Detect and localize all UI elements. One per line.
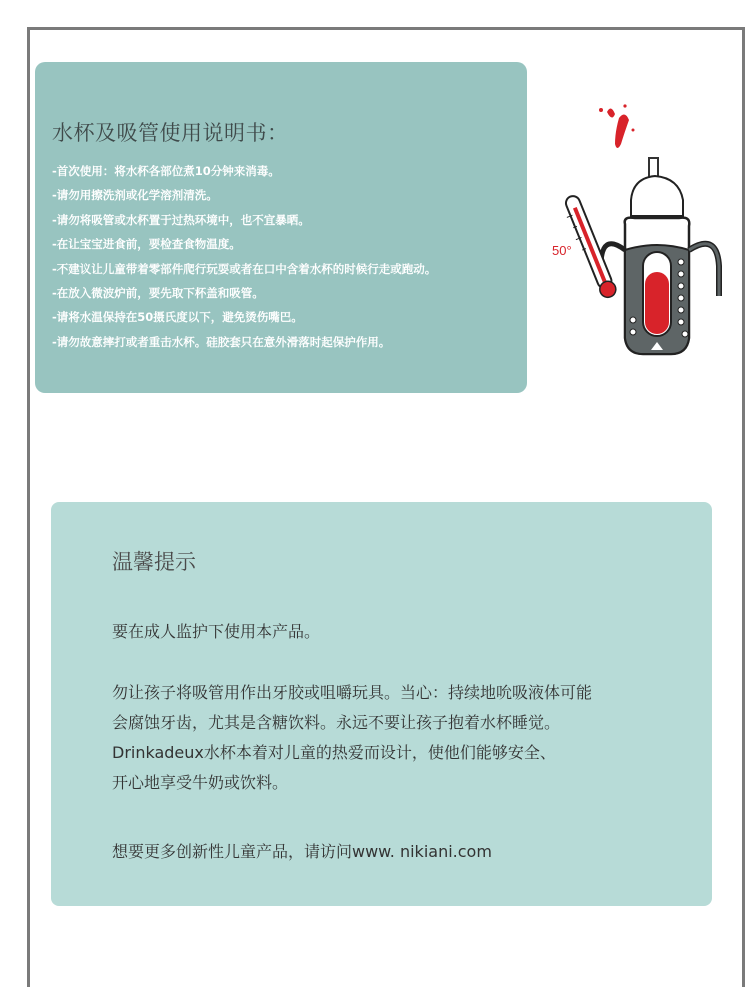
warning-line: 开心地享受牛奶或饮料。 [112, 773, 289, 792]
usage-item: -请勿故意摔打或者重击水杯。硅胶套只在意外滑落时起保护作用。 [52, 334, 391, 349]
website-note: 想要更多创新性儿童产品，请访问www. nikiani.com [112, 842, 492, 861]
usage-item: -请将水温保持在50摄氏度以下，避免烫伤嘴巴。 [52, 310, 303, 325]
warning-line: 会腐蚀牙齿，尤其是含糖饮料。永远不要让孩子抱着水杯睡觉。 [112, 713, 561, 732]
warning-line: Drinkadeux水杯本着对儿童的热爱而设计，使他们能够安全、 [112, 743, 556, 762]
usage-item: -在放入微波炉前，要先取下杯盖和吸管。 [52, 286, 264, 301]
bottle-with-thermometer-icon [545, 100, 735, 370]
usage-list [52, 159, 436, 354]
usage-item: -请勿用擦洗剂或化学溶剂清洗。 [52, 188, 218, 203]
usage-item: -请勿将吸管或水杯置于过热环境中，也不宜暴晒。 [52, 212, 310, 227]
usage-instructions-panel [35, 62, 527, 393]
warning-line: 勿让孩子将吸管用作出牙胶或咀嚼玩具。当心：持续地吮吸液体可能 [112, 683, 593, 702]
usage-item: -不建议让儿童带着零部件爬行玩耍或者在口中含着水杯的时候行走或跑动。 [52, 261, 437, 276]
usage-title: 水杯及吸管使用说明书： [52, 121, 289, 145]
temperature-label: 50° [552, 243, 572, 258]
tips-title: 温馨提示 [112, 550, 196, 574]
usage-item: -首次使用：将水杯各部位煮10分钟来消毒。 [52, 164, 280, 178]
tips-panel [51, 502, 712, 906]
supervision-note: 要在成人监护下使用本产品。 [112, 622, 321, 641]
usage-item: -在让宝宝进食前，要检查食物温度。 [52, 237, 241, 252]
